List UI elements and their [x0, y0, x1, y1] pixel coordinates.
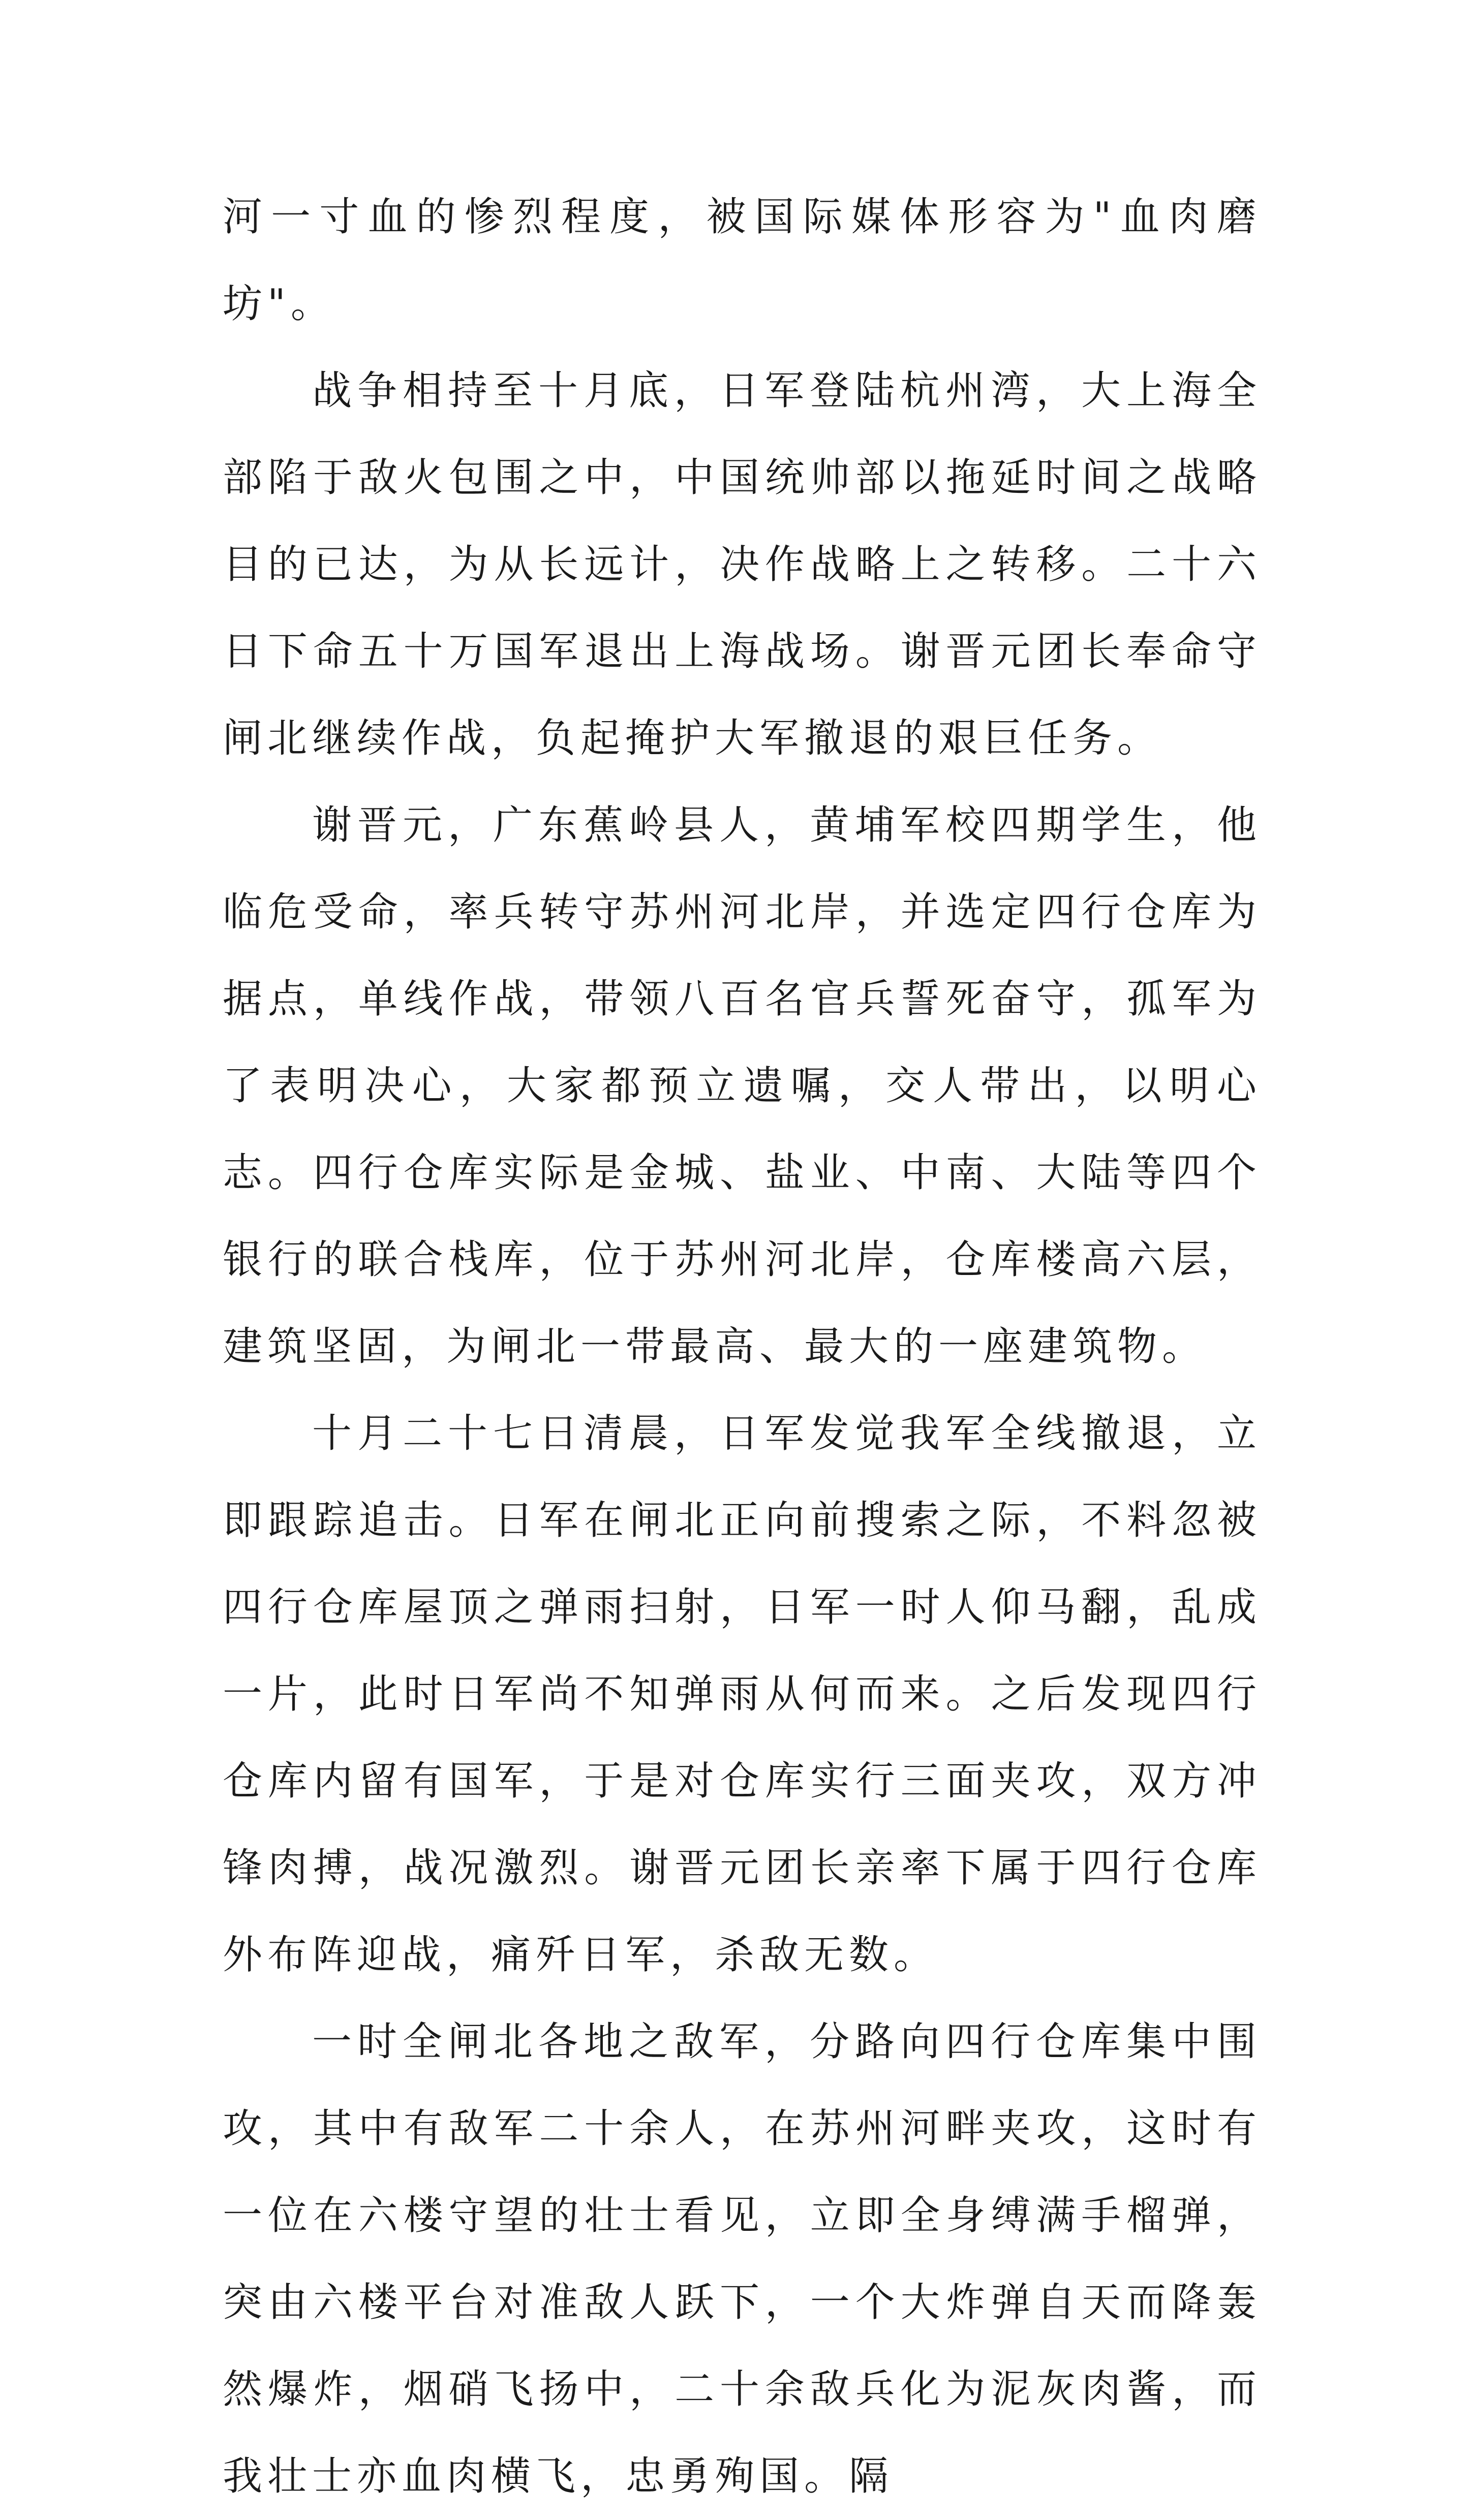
paragraph-siege: 一时全闸北各地之敌军，分路向四行仓库集中围攻，其中有敌军二十余人，在苏州河畔夹攻，这时有一位在六楼守望的壮士看见，立即全身缚满手榴弹，突由六楼平台对准敌人跃下，一个大炸弹自天而降轰然爆炸，烟硝飞扬中，二十余敌兵化为泥灰肉酱，而我壮士亦血肉横飞，忠勇殉国。隔 — [223, 2019, 1262, 2499]
paragraph-xie-jinyuan: 谢晋元，广东蕉岭县人，黄埔军校四期学生，他临危受命，率兵转守苏州河北岸，并选定四行仓库为据点，单线作战，带领八百名官兵誓死奋守，孤军为了表明决心，大家都预立遗嘱，交人带出，以明心志。四行仓库实际是金城、盐业、中南、大陆等四个银行的联合栈库，位于苏州河北岸，仓库楼高六层，建筑坚固，为闸北一带最高、最大的一座建筑物。 — [223, 802, 1262, 1370]
paragraph-continuation: 河一寸血的惨烈程度，被国际媒体形容为"血肉磨坊"。 — [223, 194, 1262, 327]
paragraph-october-27: 十月二十七日清晨，日军发觉我军全线撤退，立即跟踪追击。日军在闸北正向前搜索之际，不料忽被四行仓库屋顶之弹雨扫射，日军一时人仰马翻，乱成一片，此时日军尚不知弹雨从何而来。之后发现四行仓库内留有国军，于是对仓库实行三面夹攻，双方冲锋肉搏，战况激烈。谢晋元团长亲率下属于四行仓库外布阵迎战，痛歼日军，杀敌无数。 — [223, 1411, 1262, 1978]
body-text — [223, 174, 1262, 2520]
paragraph-retreat-order: 战争相持至十月底，日军登陆杭州湾，大上海全部陷于敌火包围之中，中国统帅部以拖延时间之战略目的已达，为从长远计，决作战略上之转移。二十六日下命五十万国军退出上海战场。谢晋元团长奉命守闸北继续作战，负起掩护大军撤退的艰巨任务。 — [223, 368, 1262, 761]
